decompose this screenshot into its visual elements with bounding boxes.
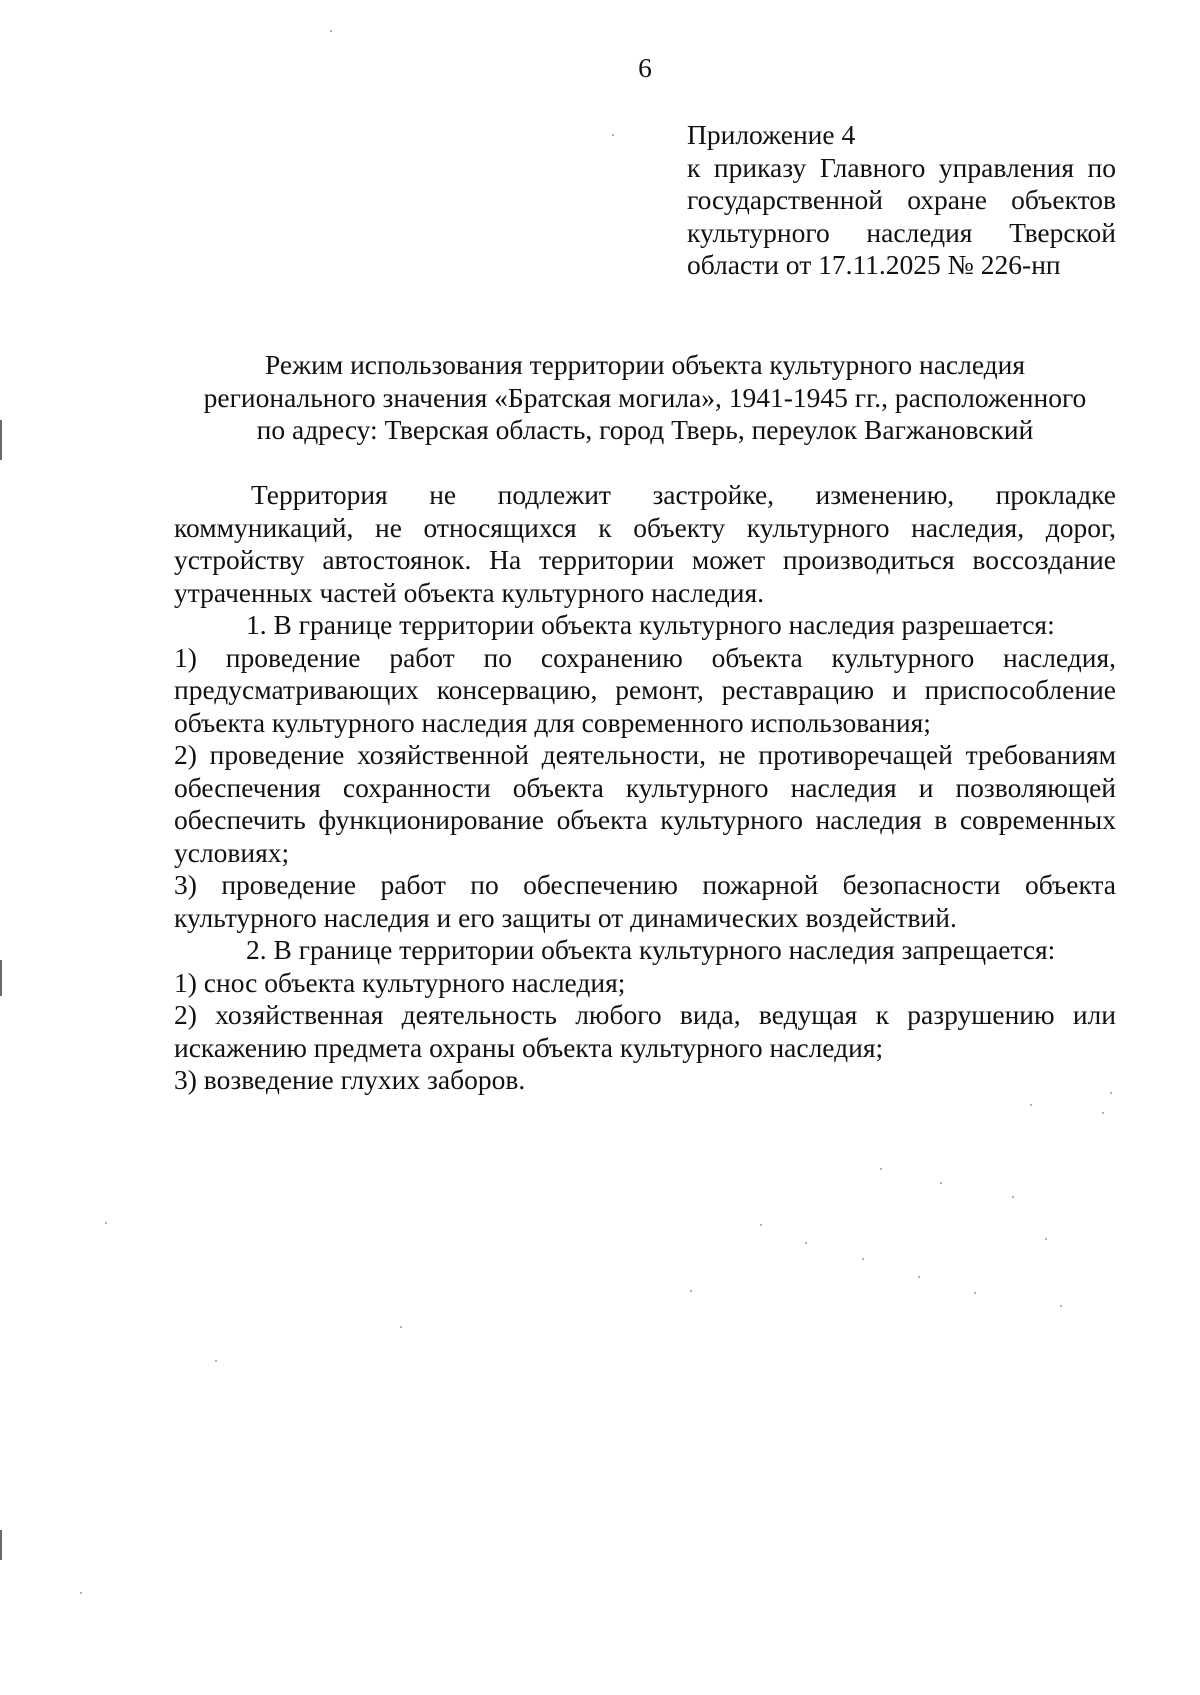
scan-speck (690, 1290, 692, 1292)
scan-speck (1045, 1238, 1047, 1240)
scan-speck (1060, 1305, 1062, 1307)
document-body (174, 479, 1116, 1097)
list-item-line: объекта культурного наследия для современного использования; (174, 706, 931, 738)
intro-line: утраченных частей объекта культурного наследия. (174, 576, 765, 608)
section-2-item-2 (174, 999, 1116, 1064)
intro-paragraph (174, 479, 1116, 609)
list-item-line: 1) проведение работ по сохранению объекта культурного наследия, (174, 641, 1116, 673)
list-item-line: 1) снос объекта культурного наследия; (174, 966, 626, 998)
appendix-line: области от 17.11.2025 № 226-нп (687, 249, 1061, 280)
list-item-line: 2) проведение хозяйственной деятельности, не противоречащей требованиям (174, 739, 1116, 770)
appendix-header (687, 119, 1116, 282)
scan-edge-mark (0, 1530, 2, 1560)
scan-speck (974, 1292, 976, 1294)
scan-speck (862, 1258, 864, 1260)
list-item-line: предусматривающих консервацию, ремонт, реставрацию и приспособление (174, 674, 1116, 705)
scan-speck (330, 30, 332, 32)
title-line: по адресу: Тверская область, город Тверь, переулок Вагжановский (256, 414, 1034, 445)
scan-speck (918, 1276, 920, 1278)
appendix-line: государственной охране объектов (687, 184, 1116, 215)
scan-speck (80, 1592, 82, 1594)
document-title (170, 349, 1120, 447)
scan-speck (760, 1224, 762, 1226)
scan-speck (880, 1168, 882, 1170)
scan-speck (940, 1182, 942, 1184)
list-item-line: культурного наследия и его защиты от динамических воздействий. (174, 901, 957, 933)
appendix-line: культурного наследия Тверской (687, 216, 1116, 248)
scan-speck (215, 1360, 217, 1362)
scan-speck (1110, 1092, 1112, 1094)
list-item-line: обеспечения сохранности объекта культурного наследия и позволяющей (174, 771, 1116, 803)
intro-line: устройству автостоянок. На территории может производиться воссоздание (174, 544, 1116, 575)
appendix-line: к приказу Главного управления по (687, 151, 1116, 183)
scan-speck (1030, 1104, 1032, 1106)
scan-speck (612, 134, 614, 136)
section-2-heading: 2. В границе территории объекта культурного наследия запрещается: (246, 934, 1056, 965)
scan-edge-mark (0, 420, 2, 460)
list-item-line: обеспечить функционирование объекта культурного наследия в современных (174, 804, 1116, 835)
section-1-item-1 (174, 642, 1116, 740)
scan-speck (1012, 1196, 1014, 1198)
section-1-heading: 1. В границе территории объекта культурного наследия разрешается: (246, 609, 1055, 640)
list-item-line: 3) возведение глухих заборов. (174, 1064, 526, 1095)
list-item-line: 2) хозяйственная деятельность любого вида, ведущая к разрушению или (174, 999, 1116, 1030)
intro-line: Территория не подлежит застройке, изменению, прокладке (251, 479, 1116, 510)
scan-edge-mark (0, 960, 2, 996)
appendix-line: Приложение 4 (687, 119, 856, 150)
list-item-line: искажению предмета охраны объекта культурного наследия; (174, 1031, 884, 1063)
section-1-item-2 (174, 739, 1116, 869)
scan-speck (105, 1222, 107, 1224)
scan-speck (400, 1326, 402, 1328)
title-line: регионального значения «Братская могила», 1941-1945 гг., расположенного (203, 381, 1087, 413)
scan-speck (1102, 1112, 1104, 1114)
section-2-item-1 (174, 967, 1116, 1000)
section-2-item-3 (174, 1064, 1116, 1097)
title-line: Режим использования территории объекта культурного наследия (264, 349, 1026, 380)
page-number: 6 (638, 52, 652, 83)
section-1-item-3 (174, 869, 1116, 934)
list-item-line: 3) проведение работ по обеспечению пожарной безопасности объекта (174, 869, 1116, 900)
intro-line: коммуникаций, не относящихся к объекту культурного наследия, дорог, (174, 511, 1116, 543)
scan-speck (805, 1242, 807, 1244)
list-item-line: условиях; (174, 836, 290, 868)
